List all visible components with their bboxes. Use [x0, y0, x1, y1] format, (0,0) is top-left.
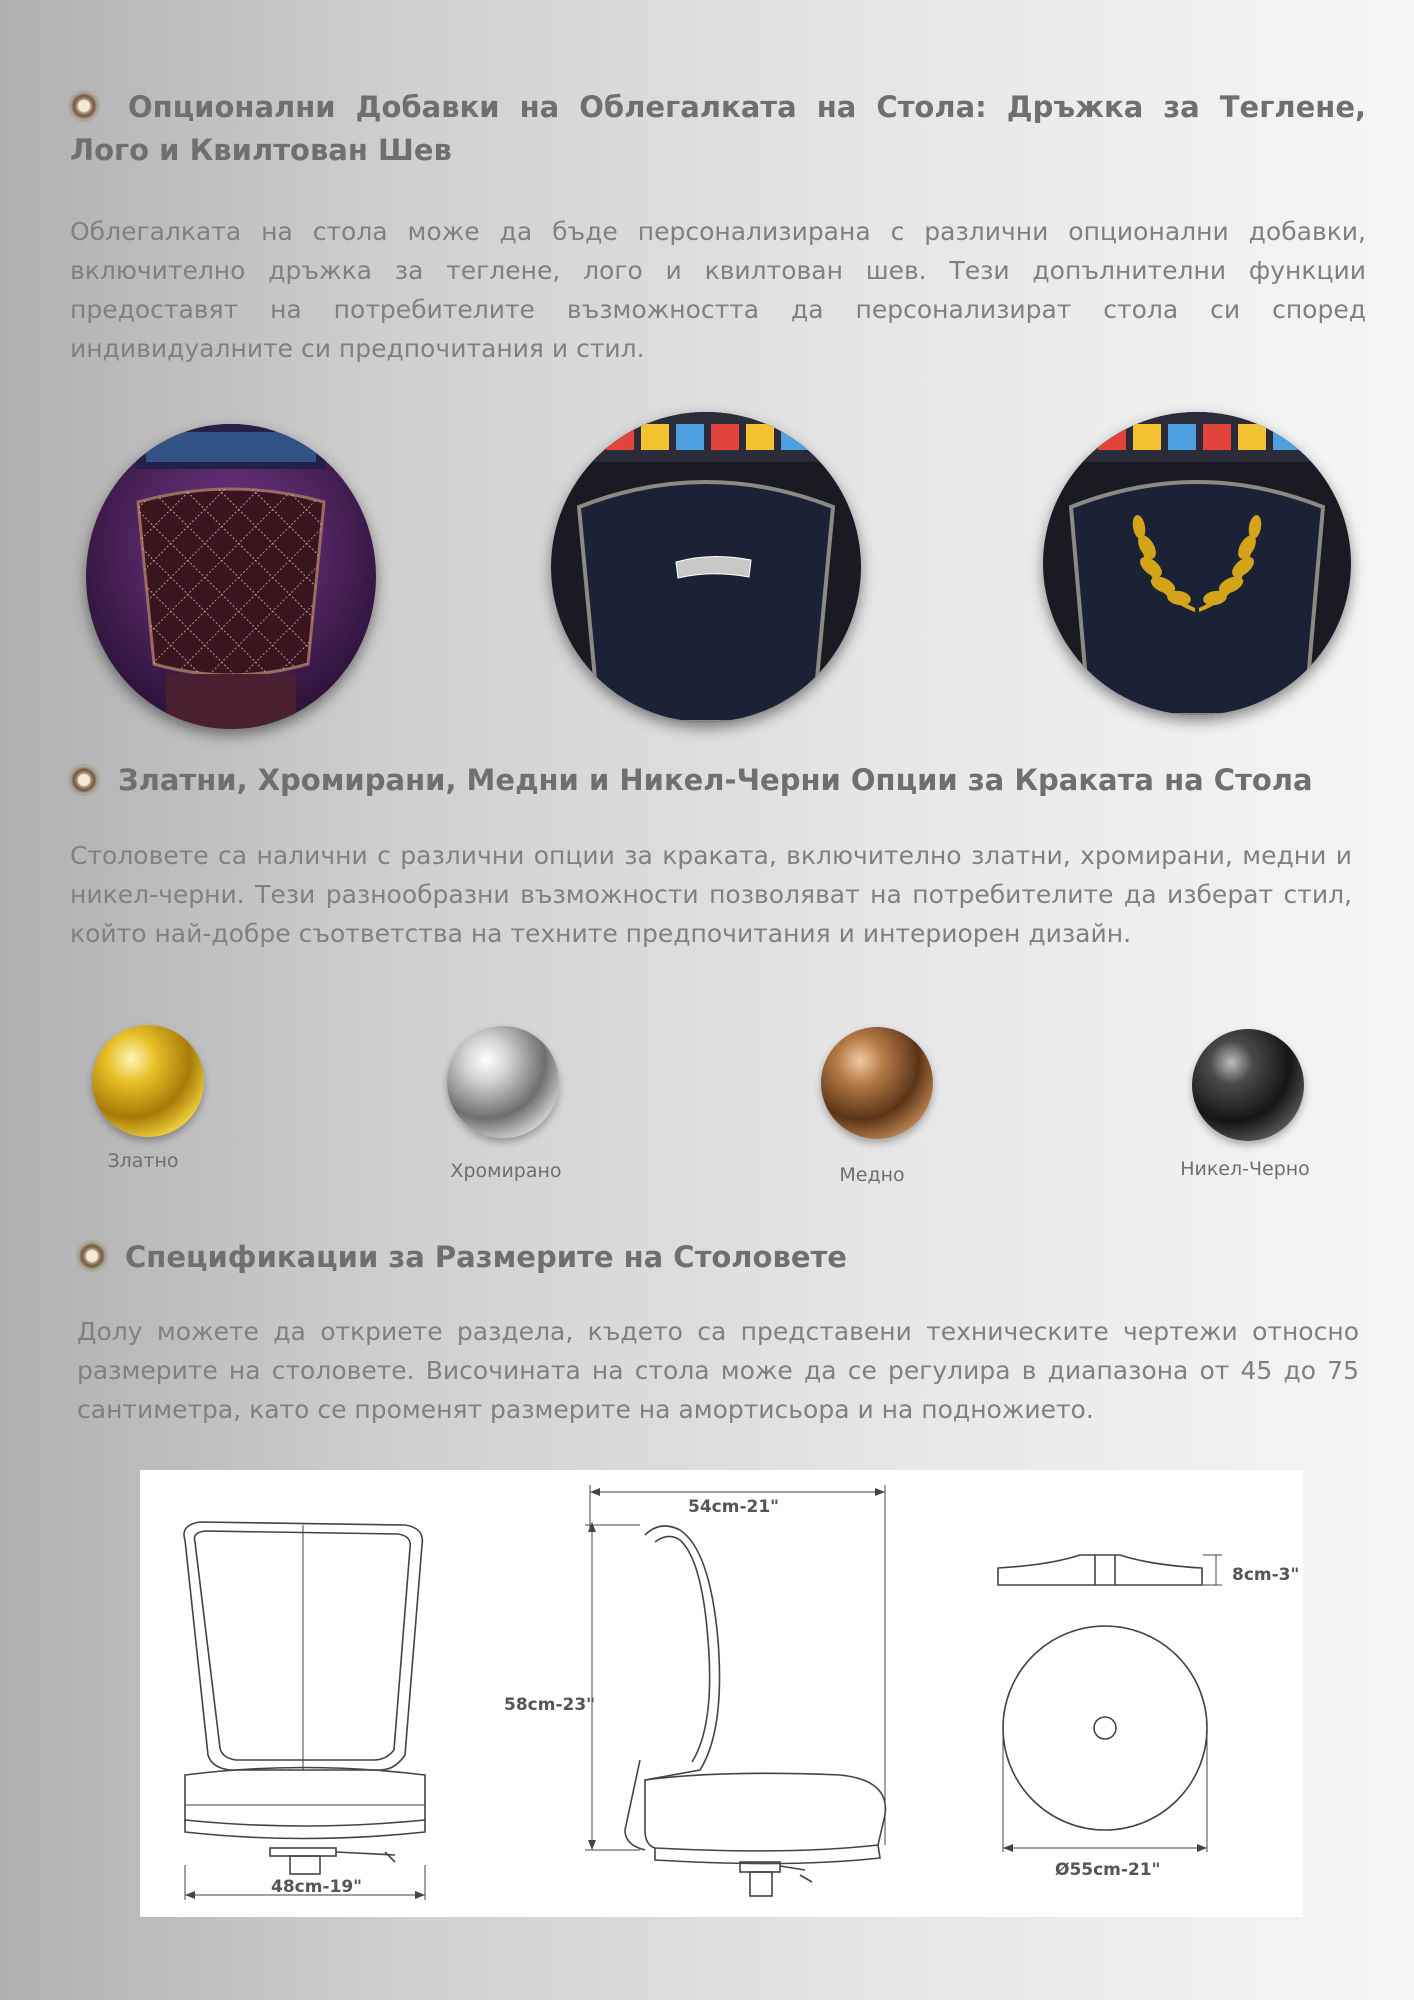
- section3-heading: Спецификации за Размерите на Столовете: [125, 1240, 847, 1274]
- gold-finish-label: Златно: [107, 1150, 179, 1172]
- side-height-dimension: 58cm-23": [504, 1695, 596, 1715]
- nickel-black-finish-label: Никел-Черно: [1180, 1158, 1310, 1180]
- pull-handle-photo: [551, 412, 861, 722]
- quilted-stitch-photo: [86, 424, 376, 729]
- section1-paragraph: Облегалката на стола може да бъде персонализирана с различни опционални добавки, включително дръжка за теглене, лого и квилтован шев. Тези допълнителни функции предоставят на потребителите възможността да персонализират стола си според индивидуалните си предпочитания и стил.: [70, 217, 1366, 363]
- section1-heading: Опционални Добавки на Облегалката на Стола: Дръжка за Теглене, Лого и Квилтован Шев: [70, 90, 1366, 167]
- cushion-height-dimension: 8cm-3": [1232, 1565, 1300, 1585]
- section-bullet-icon: [70, 766, 98, 794]
- section3-paragraph: Долу можете да откриете раздела, където са представени техническите чертежи относно размерите на столовете. Височината на стола може да се регулира в диапазона от 45 до 75 сантиметра, като се променят размерите на амортисьора и на подножието.: [77, 1317, 1359, 1424]
- gold-finish-swatch: [92, 1025, 204, 1137]
- side-width-dimension: 54cm-21": [688, 1497, 780, 1517]
- logo-photo: [1043, 412, 1351, 715]
- section2-heading: Златни, Хромирани, Медни и Никел-Черни Опции за Краката на Стола: [118, 763, 1313, 797]
- copper-finish-swatch: [821, 1027, 933, 1139]
- section2-paragraph: Столовете са налични с различни опции за краката, включително златни, хромирани, медни и никел-черни. Тези разнообразни възможности позволяват на потребителите да изберат стил, който най-добре съответства на техните предпочитания и интериорен дизайн.: [70, 841, 1352, 948]
- nickel-black-finish-swatch: [1192, 1029, 1304, 1141]
- cushion-diameter-dimension: Ø55cm-21": [1055, 1860, 1161, 1880]
- copper-finish-label: Медно: [839, 1164, 905, 1186]
- chrome-finish-label: Хромирано: [450, 1160, 562, 1182]
- technical-drawing: [140, 1470, 1303, 1917]
- front-width-dimension: 48cm-19": [271, 1877, 363, 1897]
- section-bullet-icon: [78, 1242, 106, 1270]
- chrome-finish-swatch: [447, 1026, 559, 1138]
